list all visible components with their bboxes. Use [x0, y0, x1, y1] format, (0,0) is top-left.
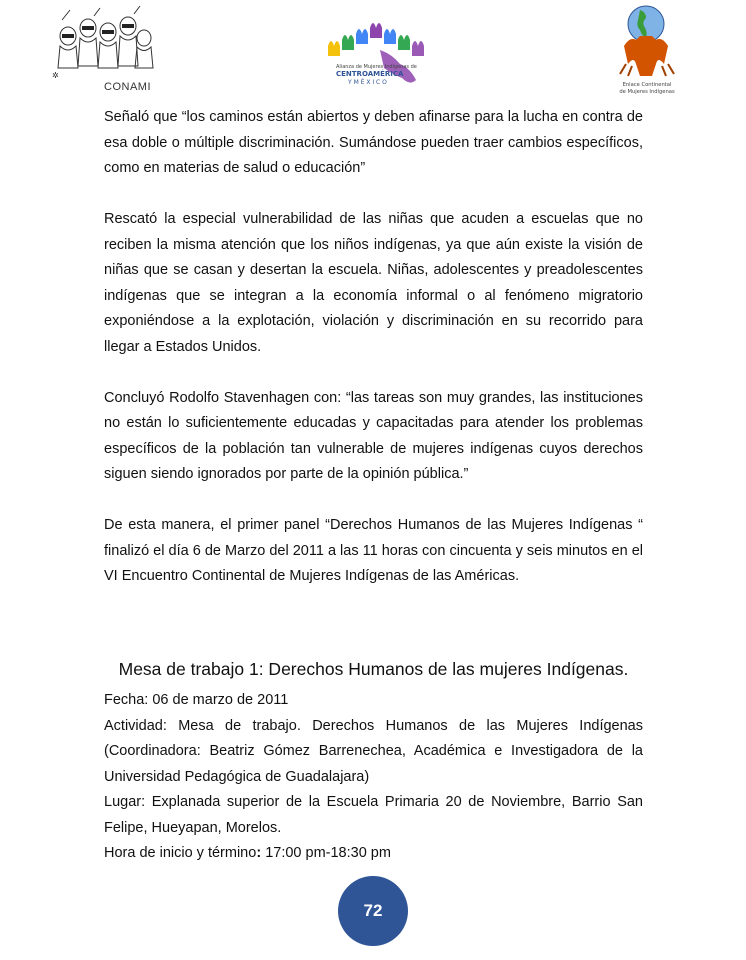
- lugar-line: Lugar: Explanada superior de la Escuela Primaria 20 de Noviembre, Barrio San Felipe, Hueyapan, Morelos.: [104, 794, 643, 836]
- paragraph: De esta manera, el primer panel “Derechos Humanos de las Mujeres Indígenas “ finalizó el día 6 de Marzo del 2011 a las 11 horas con cincuenta y seis minutos en el VI Encuentro Continental de Mujeres Indígenas de las Américas.: [104, 517, 643, 584]
- session-info: [104, 688, 643, 867]
- fecha-line: Fecha: 06 de marzo de 2011: [104, 692, 289, 708]
- page-number: 72: [338, 876, 408, 946]
- enlace-continental-logo: [606, 2, 688, 96]
- conami-women-illustration: [50, 6, 158, 84]
- hora-label: Hora de inicio y término: [104, 845, 257, 861]
- alianza-mujeres-logo: [322, 16, 440, 96]
- body-text: [104, 105, 643, 615]
- paragraph: Concluyó Rodolfo Stavenhagen con: “las tareas son muy grandes, las instituciones no están lo suficientemente educadas y capacitadas para atender los problemas específicos de la población tan vulnerable de mujeres indígenas cuyos derechos siguen siendo ignorados por parte de la opinión pública.”: [104, 389, 643, 482]
- svg-text:Enlace Continental: Enlace Continental: [622, 82, 672, 88]
- conami-label: CONAMI: [104, 81, 151, 93]
- svg-text:✲: ✲: [52, 71, 59, 80]
- svg-text:Alianza de Mujeres Indígenas d: Alianza de Mujeres Indígenas de: [336, 64, 417, 70]
- paragraph: Señaló que “los caminos están abiertos y deben afinarse para la lucha en contra de esa doble o múltiple discriminación. Sumándose pueden traer cambios específicos, como en materias de salud o educación”: [104, 109, 643, 176]
- paragraph: Rescató la especial vulnerabilidad de las niñas que acuden a escuelas que no reciben la misma atención que los niños indígenas, ya que aún existe la visión de niñas que se casan y desertan la escuela. Niñas, adolescentes y preadolescentes indígenas que se integran a la economía informal o al fenómeno migratorio exponiéndose a la explotación, violación y discriminación en su recorrido para llegar a Estados Unidos.: [104, 211, 643, 355]
- svg-text:de Mujeres Indígenas: de Mujeres Indígenas: [619, 89, 675, 95]
- svg-text:CENTROAMÉRICA: CENTROAMÉRICA: [336, 70, 404, 78]
- hora-value: 17:00 pm-18:30 pm: [261, 845, 391, 861]
- actividad-line: Actividad: Mesa de trabajo. Derechos Humanos de las Mujeres Indígenas (Coordinadora: Beatriz Gómez Barrenechea, Académica e Investigadora de la Universidad Pedagógica de Guadalajara): [104, 717, 643, 785]
- svg-text:Y M É X I C O: Y M É X I C O: [348, 79, 387, 86]
- section-heading: Mesa de trabajo 1: Derechos Humanos de las mujeres Indígenas.: [118, 659, 629, 679]
- hora-line: [104, 841, 643, 867]
- hora-colon: :: [256, 845, 262, 861]
